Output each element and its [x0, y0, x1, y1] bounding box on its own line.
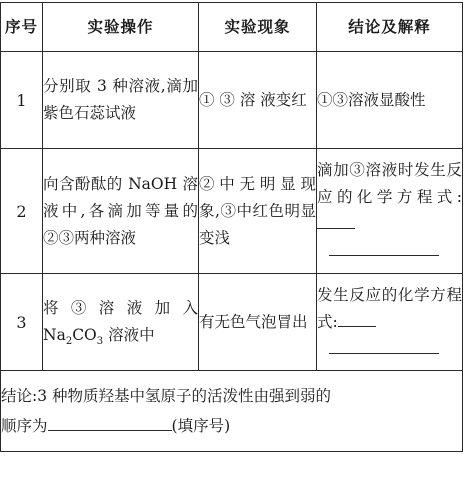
header-no: 序号: [1, 3, 43, 52]
header-conclusion: 结论及解释: [317, 3, 463, 52]
table-row: [1, 274, 463, 371]
table-row: [1, 52, 463, 149]
answer-blank[interactable]: [48, 416, 172, 431]
header-operation: 实验操作: [43, 3, 199, 52]
final-conclusion-suffix: (填序号): [171, 417, 231, 435]
conclusion-cell: [317, 149, 463, 274]
header-phenomenon: 实验现象: [199, 3, 317, 52]
conclusion-text: 发生反应的化学方程式:: [317, 285, 462, 331]
phenomenon-cell: ②中无明显现象,③中红色明显变浅: [199, 149, 317, 274]
row-number: 1: [1, 52, 43, 149]
answer-blank[interactable]: [317, 214, 355, 229]
final-conclusion-cell: [1, 371, 463, 452]
subscript: 3: [96, 336, 104, 348]
answer-blank[interactable]: [338, 312, 376, 327]
operation-cell: [43, 274, 199, 371]
phenomenon-cell: ① ③ 溶 液变红: [199, 52, 317, 149]
operation-cell: 向含酚酞的 NaOH 溶液中,各滴加等量的②③两种溶液: [43, 149, 199, 274]
conclusion-row: [1, 371, 463, 452]
final-conclusion-line1: 结论:3 种物质羟基中氢原子的活泼性由强到弱的: [1, 387, 332, 405]
operation-text: 将③溶液加入 Na: [43, 299, 198, 344]
row-number: 3: [1, 274, 43, 371]
final-conclusion-prefix: 顺序为: [1, 417, 48, 435]
table-header-row: [1, 3, 463, 52]
table-row: [1, 149, 463, 274]
phenomenon-cell: 有无色气泡冒出: [199, 274, 317, 371]
answer-blank[interactable]: [329, 339, 439, 354]
answer-blank[interactable]: [329, 241, 439, 256]
operation-text: CO: [72, 326, 97, 344]
conclusion-cell: ①③溶液显酸性: [317, 52, 463, 149]
experiment-table: [0, 2, 463, 452]
conclusion-text: 滴加③溶液时发生反应的化学方程式:: [317, 161, 462, 206]
operation-text: 溶液中: [103, 326, 155, 344]
subscript: 2: [65, 336, 73, 348]
row-number: 2: [1, 149, 43, 274]
conclusion-cell: [317, 274, 463, 371]
operation-cell: 分别取 3 种溶液,滴加紫色石蕊试液: [43, 52, 199, 149]
